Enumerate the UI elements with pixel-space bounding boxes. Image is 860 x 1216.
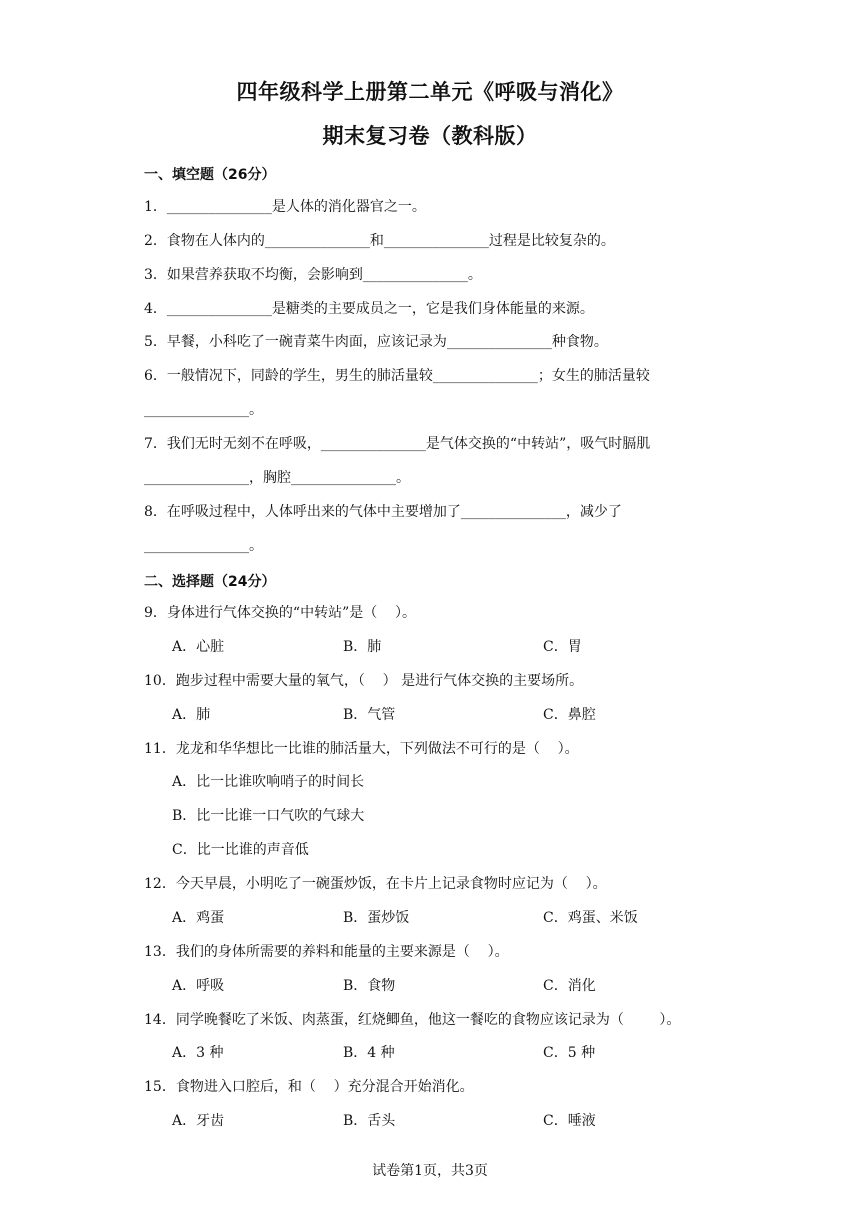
q10-option-a: A．肺	[172, 707, 211, 723]
question-5: 5．早餐，小科吃了一碗青菜牛肉面，应该记录为_______________种食物。	[144, 334, 608, 350]
q11-option-c: C．比一比谁的声音低	[172, 842, 309, 858]
question-13: 13．我们的身体所需要的养料和能量的主要来源是（ ）。	[144, 944, 509, 960]
question-1: 1．_______________是人体的消化器官之一。	[144, 199, 426, 215]
q15-option-a: A．牙齿	[172, 1113, 225, 1129]
q11-option-b: B．比一比谁一口气吹的气球大	[172, 808, 365, 824]
question-11: 11．龙龙和华华想比一比谁的肺活量大，下列做法不可行的是（ ）。	[144, 741, 579, 757]
q13-option-a: A．呼吸	[172, 978, 225, 994]
question-8-line-2: _______________。	[144, 538, 263, 554]
q12-option-b: B．蛋炒饭	[343, 910, 410, 926]
question-14: 14．同学晚餐吃了米饭、肉蒸蛋，红烧鲫鱼，他这一餐吃的食物应该记录为（ ）。	[144, 1012, 681, 1028]
question-7-line-2: _______________，胸腔_______________。	[144, 470, 410, 486]
q12-option-a: A．鸡蛋	[172, 910, 225, 926]
question-9: 9．身体进行气体交换的“中转站”是（ ）。	[144, 605, 417, 621]
section-heading-fill-blank: 一、填空题（26分）	[144, 167, 276, 183]
q10-option-c: C．鼻腔	[543, 707, 596, 723]
title-line-2: 期末复习卷（教科版）	[322, 124, 538, 148]
q15-option-b: B．舌头	[343, 1113, 396, 1129]
question-15: 15．食物进入口腔后，和（ ）充分混合开始消化。	[144, 1079, 474, 1095]
q13-option-c: C．消化	[543, 978, 596, 994]
q15-option-c: C．唾液	[543, 1113, 596, 1129]
q11-option-a: A．比一比谁吹响哨子的时间长	[172, 774, 365, 790]
question-12: 12．今天早晨，小明吃了一碗蛋炒饭，在卡片上记录食物时应记为（ ）。	[144, 876, 607, 892]
question-6-line-2: _______________。	[144, 402, 263, 418]
q10-option-b: B．气管	[343, 707, 396, 723]
q9-option-c: C．胃	[543, 639, 582, 655]
q14-option-a: A．3 种	[172, 1045, 224, 1061]
question-8-line-1: 8．在呼吸过程中，人体呼出来的气体中主要增加了_______________，减少了	[144, 504, 622, 520]
section-heading-choice: 二、选择题（24分）	[144, 574, 276, 590]
question-6-line-1: 6．一般情况下，同龄的学生，男生的肺活量较_______________；女生的肺活量较	[144, 368, 650, 384]
q13-option-b: B．食物	[343, 978, 396, 994]
question-4: 4．_______________是糖类的主要成员之一，它是我们身体能量的来源。	[144, 301, 594, 317]
question-7-line-1: 7．我们无时无刻不在呼吸，_______________是气体交换的“中转站”，吸气时膈肌	[144, 436, 651, 452]
question-3: 3．如果营养获取不均衡，会影响到_______________。	[144, 267, 482, 283]
q9-option-b: B．肺	[343, 639, 382, 655]
q9-option-a: A．心脏	[172, 639, 225, 655]
q14-option-b: B．4 种	[343, 1045, 395, 1061]
q12-option-c: C．鸡蛋、米饭	[543, 910, 638, 926]
q14-option-c: C．5 种	[543, 1045, 596, 1061]
question-2: 2．食物在人体内的_______________和_______________过程是比较复杂的。	[144, 233, 615, 249]
question-10: 10．跑步过程中需要大量的氧气，（ ） 是进行气体交换的主要场所。	[144, 673, 584, 689]
page-footer: 试卷第1页，共3页	[372, 1163, 488, 1179]
title-line-1: 四年级科学上册第二单元《呼吸与消化》	[236, 80, 624, 104]
